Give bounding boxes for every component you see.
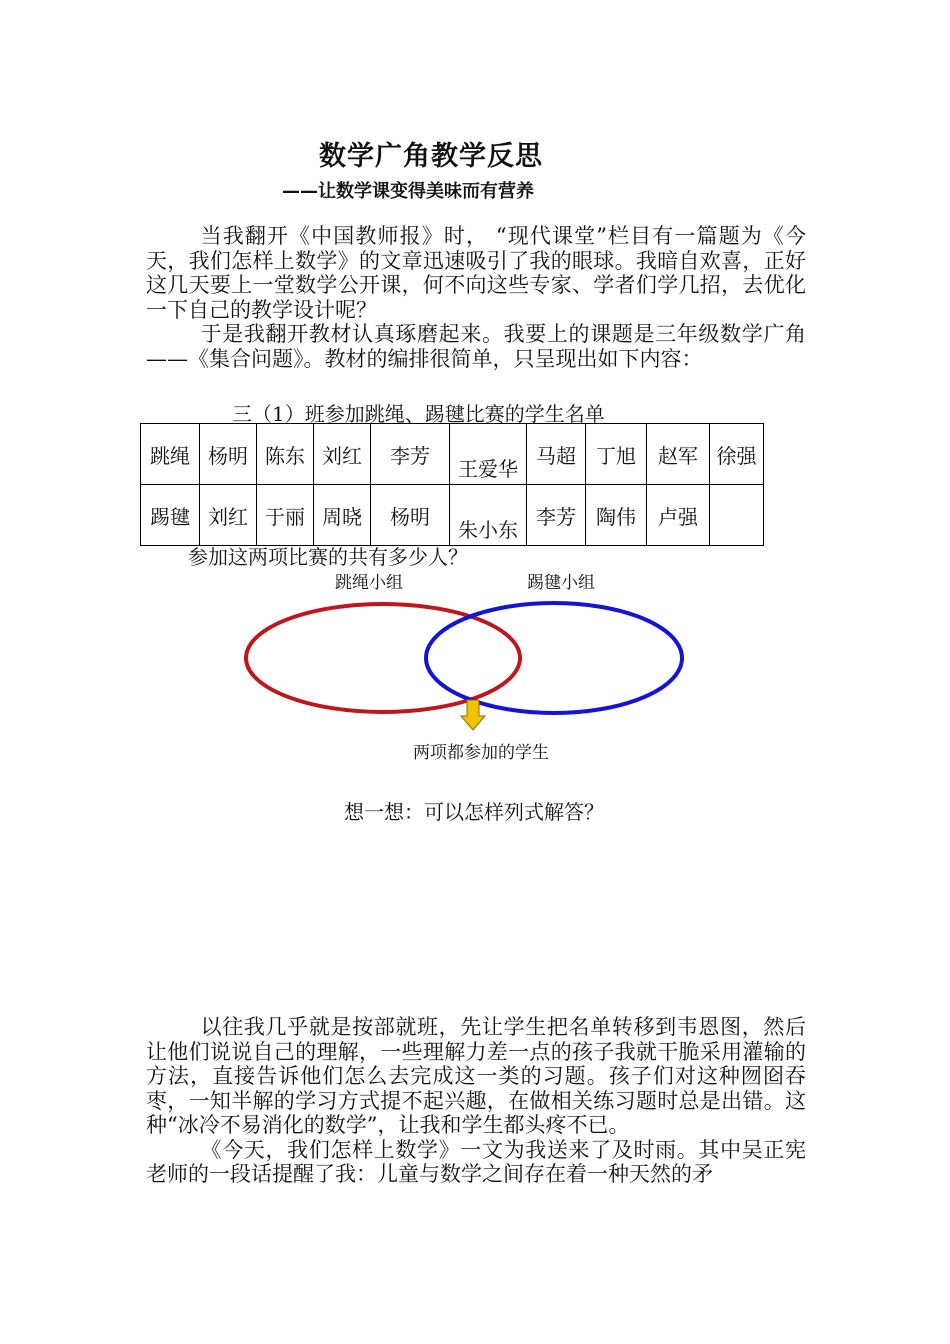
venn-left-ellipse bbox=[246, 604, 520, 712]
table-cell: 刘红 bbox=[314, 424, 371, 485]
table-cell: 杨明 bbox=[200, 424, 257, 485]
table-cell: 杨明 bbox=[371, 485, 450, 546]
think-prompt: 想一想：可以怎样列式解答？ bbox=[344, 800, 604, 824]
table-cell: 李芳 bbox=[527, 485, 586, 546]
table-cell: 李芳 bbox=[371, 424, 450, 485]
table-cell: 马超 bbox=[527, 424, 586, 485]
table-cell: 于丽 bbox=[257, 485, 314, 546]
paragraph: 《今天，我们怎样上数学》一文为我送来了及时雨。其中吴正宪老师的一段话提醒了我：儿童与数学之间存在着一种天然的矛 bbox=[146, 1137, 806, 1186]
table-cell: 王爱华 bbox=[450, 424, 527, 485]
table-cell: 周晓 bbox=[314, 485, 371, 546]
document-subtitle: ——让数学课变得美味而有营养 bbox=[282, 181, 534, 202]
table-caption: 三（1）班参加跳绳、踢毽比赛的学生名单 bbox=[232, 402, 605, 426]
document-title: 数学广角教学反思 bbox=[319, 141, 543, 172]
table-cell: 踢毽 bbox=[141, 485, 200, 546]
venn-bottom-label: 两项都参加的学生 bbox=[413, 743, 549, 763]
table-cell: 跳绳 bbox=[141, 424, 200, 485]
table-cell: 丁旭 bbox=[586, 424, 647, 485]
participant-table bbox=[140, 423, 764, 546]
venn-right-label: 踢毽小组 bbox=[527, 573, 595, 593]
table-cell: 卢强 bbox=[647, 485, 710, 546]
paragraph: 于是我翻开教材认真琢磨起来。我要上的课题是三年级数学广角——《集合问题》。教材的编排很简单，只呈现出如下内容： bbox=[146, 322, 806, 371]
table-cell: 陈东 bbox=[257, 424, 314, 485]
paragraph: 当我翻开《中国教师报》时， “现代课堂”栏目有一篇题为《今天，我们怎样上数学》的文章迅速吸引了我的眼球。我暗自欢喜，正好这几天要上一堂数学公开课，何不向这些专家、学者们学几招，去优化一下自己的教学设计呢？ bbox=[146, 224, 806, 322]
table-cell: 陶伟 bbox=[586, 485, 647, 546]
table-row bbox=[141, 424, 764, 485]
table-cell bbox=[710, 485, 764, 546]
venn-left-label: 跳绳小组 bbox=[335, 573, 403, 593]
table-cell: 刘红 bbox=[200, 485, 257, 546]
table-cell: 徐强 bbox=[710, 424, 764, 485]
venn-diagram bbox=[230, 562, 700, 772]
venn-right-ellipse bbox=[426, 603, 682, 713]
table-cell: 朱小东 bbox=[450, 485, 527, 546]
table-cell: 赵军 bbox=[647, 424, 710, 485]
reflection-paragraphs bbox=[146, 1015, 806, 1187]
intro-paragraphs bbox=[146, 224, 806, 371]
paragraph: 以往我几乎就是按部就班，先让学生把名单转移到韦恩图，然后让他们说说自己的理解，一些理解力差一点的孩子我就干脆采用灌输的方法，直接告诉他们怎么去完成这一类的习题。孩子们对这种囫囵吞枣，一知半解的学习方式提不起兴趣，在做相关练习题时总是出错。这种“冰冷不易消化的数学”，让我和学生都头疼不已。 bbox=[146, 1015, 806, 1137]
table-row bbox=[141, 485, 764, 546]
question-text: 参加这两项比赛的共有多少人？ bbox=[188, 545, 468, 569]
